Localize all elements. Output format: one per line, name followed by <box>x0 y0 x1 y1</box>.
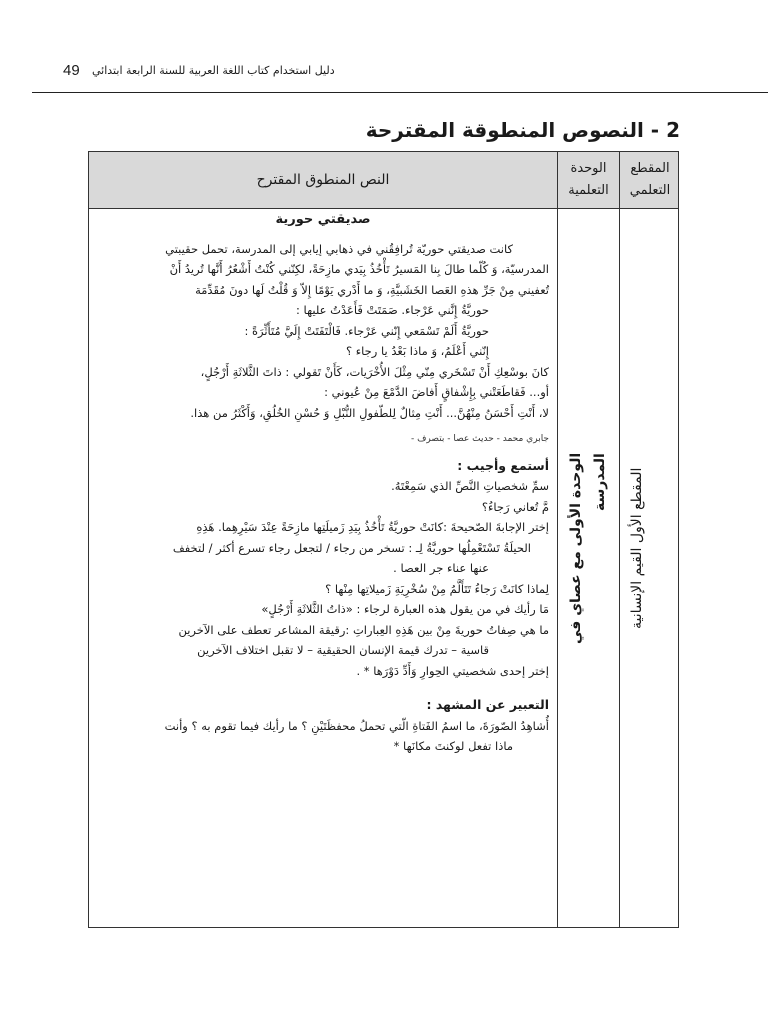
story-line: حوريَّةُ أَلَمْ تَسْمَعي إِنّني عَرْجاء. فَالْتَفَتَتْ إِلَيَّ مُتَأَثِّرَةً : <box>244 323 489 338</box>
page-number: 49 <box>63 62 80 79</box>
segment-value: المقطع الأول القيم الإنسانية <box>629 467 645 629</box>
story-line: المدرسيّة، وَ كُلّما طالَ بِنا المَسيرُ تَأْخُذُ بِيَدي مازِحَةً، لكِنّني كُنْتُ أَشْعُرُ أَنَّها تُريدُ أَنْ <box>169 262 549 276</box>
question-line: قاسية – تدرك قيمة الإنسان الحقيقية – لا تقبل اختلاف الآخرين <box>197 643 489 657</box>
header-segment-label: المقطع التعلمي <box>629 161 671 198</box>
unit-cell <box>558 208 619 927</box>
content-table <box>88 151 679 928</box>
header-text-label: النص المنطوق المقترح <box>256 172 390 188</box>
question-line: إختر الإجابةَ الصّحيحةَ :كانَتْ حوريَّةُ تَأْخُذُ بِيَدِ زَميلَتِها مازِحَةً عِنْدَ سَيْرِهِما. هَذِهِ <box>196 520 549 534</box>
question-line: سمِّ شخصياتِ النَّصِّ الذي سَمِعْتَهُ. <box>391 479 549 493</box>
question-line: إختر إحدى شخصيتي الحِوارِ وَأَدِّ دَوْرَها * . <box>356 663 549 678</box>
story-line: لا، أَنْتِ أَحْسَنُ مِنْهُنَّ... أَنْتِ مِثالٌ لِلطّفولِ النُّبْلِ وَ حُسْنِ الخُلُقِ، وَأَكْثَرُ من هذا. <box>190 405 549 420</box>
header-unit-label: الوحدة التعلمية <box>568 161 609 198</box>
header-segment <box>620 152 680 208</box>
listen-title: أستمع وأجيب : <box>457 457 549 473</box>
express-line: ماذا تفعل لوكنتَ مكانَها * <box>393 739 513 753</box>
story-line: كانت صديقتي حوريّة تُرافِقُني في ذهابي إيابي إلى المدرسة، تحمل حقيبتي <box>165 241 513 256</box>
question-line: الحيلَةُ تَسْتَعْمِلُها حوريَّةُ لِـ : تسخر من رجاء / لتجعل رجاء تسرع أكثر / لتخفف <box>172 540 531 555</box>
story-line: أو... فَقاطَعَتْني بِإِشْفاقٍ أَفاضَ الدَّمْعَ مِنْ عُيوني : <box>324 385 549 399</box>
story-line: حوريَّةُ إِنَّني عَرْجاء. صَمَتَتْ فَأَعَدْتُ عليها : <box>296 303 489 317</box>
running-title: دليل استخدام كتاب اللغة العربية للسنة الرابعة ابتدائي <box>92 64 335 77</box>
express-line: أُشاهِدُ الصّورَةَ، ما اسمُ الفَتاةِ الّتي تحملُ محفظَتَيْنِ ؟ ما رأيك فيما تقوم به ؟ وأنت <box>164 718 549 733</box>
story-title: صديقتي حورية <box>275 212 371 227</box>
question-line: ما هي صِفاتُ حوريةَ مِنْ بين هَذِهِ العِباراتِ :رقيقة المشاعر تعطف على الآخرين <box>178 622 549 637</box>
proposed-text-cell <box>97 210 549 923</box>
question-line: مَا رأيك في من يقول هذه العبارة لرجاء : «ذاتُ الثَّلاثَةِ أَرْجُلٍ» <box>261 602 549 616</box>
segment-cell <box>620 208 680 927</box>
story-source: جابري محمد - حديث عصا - بتصرف - <box>410 434 549 444</box>
header-text <box>89 152 557 208</box>
express-title: التعبير عن المشهد : <box>426 697 549 712</box>
section-title: 2 - النصوص المنطوقة المقترحة <box>365 118 680 142</box>
question-line: لِماذا كانَتْ رَجاءُ تَتَأَلَّمُ مِنْ سُخْرِيَةِ زَميلاتِها مِنْها ؟ <box>325 581 549 596</box>
header-unit <box>558 152 619 208</box>
story-line: كانَ بوسْعِكِ أَنْ تَسْخَري مِنّي مِثْلَ الأُخْرَيات، كَأَنْ تَقولي : ذاتَ الثَّلاثَةِ أَرْجُلٍ، <box>200 364 549 379</box>
question-line: مَّ تُعاني رَجاءُ؟ <box>481 499 549 514</box>
question-line: عنها عناء جر العصا . <box>393 561 489 575</box>
story-line: تُعفيني مِنْ جَرِّ هذهِ العَصا الخَشَبيَّةِ، وَ ما أَدْري يَوْمًا إِلاّ وَ قُلْتُ لَها دونَ مُقَدِّمَة <box>195 282 549 297</box>
unit-value: الوحدة الأولى مع عصاي في المدرسة <box>567 452 608 644</box>
story-line: إِنّني أَعْلَمُ، وَ ماذا بَعْدُ يا رجاء ؟ <box>346 344 489 358</box>
header-divider <box>32 92 768 93</box>
